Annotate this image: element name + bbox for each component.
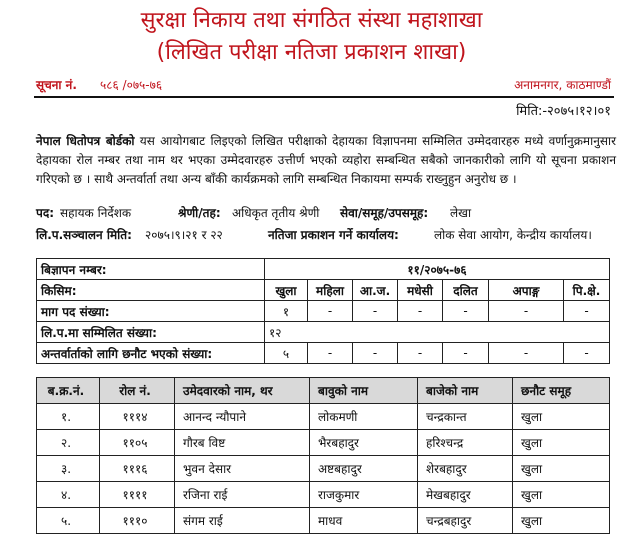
roll-no: १११४ [100,404,175,430]
adv-label: बिज्ञापन नम्बर: [37,259,265,280]
grandfather-name: मेखबहादुर [418,482,513,508]
selection-group: खुला [513,482,610,508]
selection-group: खुला [513,404,610,430]
table-row [37,456,610,482]
roll-no: ११०५ [100,430,175,456]
selected-value: ५ [265,343,308,364]
demand-value: - [564,301,610,322]
candidate-name: गौरब विष्ट [175,430,310,456]
adv-value: ११/२०७५-७६ [265,259,610,280]
table-row [37,508,610,534]
father-name: लोकमणी [310,404,418,430]
included-value: १२ [265,322,610,343]
category: अपाङ्ग [489,280,564,301]
service-label: सेवा/समूह/उपसमूह: [340,206,429,220]
selection-group: खुला [513,456,610,482]
title-line1: सुरक्षा निकाय तथा संगठित संस्था महाशाखा [140,8,483,33]
table-row [37,259,610,280]
office-value: लोक सेवा आयोग, केन्द्रीय कार्यालय। [434,228,592,242]
demand-value: - [353,301,398,322]
grandfather-name: चन्द्रबहादुर [418,508,513,534]
demand-value: - [489,301,564,322]
demand-value: - [443,301,489,322]
summary-table [36,258,610,364]
category: दलित [443,280,489,301]
roll-no: १११६ [100,456,175,482]
serial-no: ४. [37,482,100,508]
demand-value: - [308,301,353,322]
title-line2: (लिखित परीक्षा नतिजा प्रकाशन शाखा) [156,40,467,65]
level-value: अधिकृत तृतीय श्रेणी [232,206,320,220]
roll-no: ११११ [100,482,175,508]
serial-no: १. [37,404,100,430]
father-name: राजकुमार [310,482,418,508]
candidate-name: आनन्द न्यौपाने [175,404,310,430]
grandfather-name: हरिश्चन्द्र [418,430,513,456]
serial-no: २. [37,430,100,456]
location: अनामनगर, काठमाण्डौं [514,78,611,92]
father-name: अष्टबहादुर [310,456,418,482]
roll-no: १११० [100,508,175,534]
table-row [37,301,610,322]
category: आ.ज. [353,280,398,301]
level-label: श्रेणी/तह: [178,206,221,220]
org-name: नेपाल धितोपत्र बोर्डको [36,134,135,148]
candidate-name: संगम राई [175,508,310,534]
demand-value: १ [265,301,308,322]
selected-value: - [398,343,443,364]
selection-group: खुला [513,430,610,456]
exam-date-value: २०७५।९।२१ र २२ [145,228,223,242]
father-name: माधव [310,508,418,534]
results-table [36,377,610,534]
selected-value: - [489,343,564,364]
demand-label: माग पद संख्या: [37,301,265,322]
category: मधेसी [398,280,443,301]
post-label: पद: [36,206,54,220]
category: खुला [265,280,308,301]
candidate-name: रजिना राई [175,482,310,508]
exam-date-label: लि.प.सञ्चालन मिति: [36,228,132,242]
column-header: बावुको नाम [310,378,418,404]
paragraph-text: यस आयोगबाट लिइएको लिखित परीक्षाको देहायका विज्ञापनमा सम्मिलित उम्मेदवारहरु मध्ये वर्णानुक्रमानुसार देहायका रोल नम्बर तथा नाम थर भएका उम्मेदवारहरु उत्तीर्ण भएको व्यहोरा सम्बन्धित सबैको जानकारीको लागि यो सूचना प्रकाशन गरिएको छ । साथै अन्तर्वार्ता तथा अन्य बाँकी कार्यक्रमको लागि सम्बन्धित निकायमा सम्पर्क राख्नुहुन अनुरोध छ । [36,134,616,186]
candidate-name: भुवन देसार [175,456,310,482]
table-row [37,430,610,456]
table-header-row [37,378,610,404]
serial-no: ५. [37,508,100,534]
selected-value: - [353,343,398,364]
type-label: किसिम: [37,280,265,301]
demand-value: - [398,301,443,322]
selected-label: अन्तर्वार्ताको लागि छनौट भएको संख्या: [37,343,265,364]
table-row [37,343,610,364]
category: पि.क्षे. [564,280,610,301]
date: मिति:-२०७५।१२।०१ [516,104,611,119]
selected-value: - [564,343,610,364]
grandfather-name: चन्द्रकान्त [418,404,513,430]
notice-label: सूचना नं. [36,78,77,92]
service-value: लेखा [450,206,472,220]
table-row [37,482,610,508]
father-name: भैरबहादुर [310,430,418,456]
column-header: रोल नं. [100,378,175,404]
table-row [37,404,610,430]
column-header: उमेदवारको नाम, थर [175,378,310,404]
post-value: सहायक निर्देशक [60,206,132,220]
notice-paragraph [36,132,616,189]
included-label: लि.प.मा सम्मिलित संख्या: [37,322,265,343]
selection-group: खुला [513,508,610,534]
table-row [37,280,610,301]
category: महिला [308,280,353,301]
table-row [37,322,610,343]
selected-value: - [308,343,353,364]
grandfather-name: शेरबहादुर [418,456,513,482]
column-header: ब.क्र.नं. [37,378,100,404]
notice-number: ५८६ /०७५-७६ [100,78,163,92]
serial-no: ३. [37,456,100,482]
column-header: बाजेको नाम [418,378,513,404]
selected-value: - [443,343,489,364]
office-label: नतिजा प्रकाशन गर्ने कार्यालय: [268,228,399,242]
divider [34,96,614,98]
column-header: छनौट समूह [513,378,610,404]
